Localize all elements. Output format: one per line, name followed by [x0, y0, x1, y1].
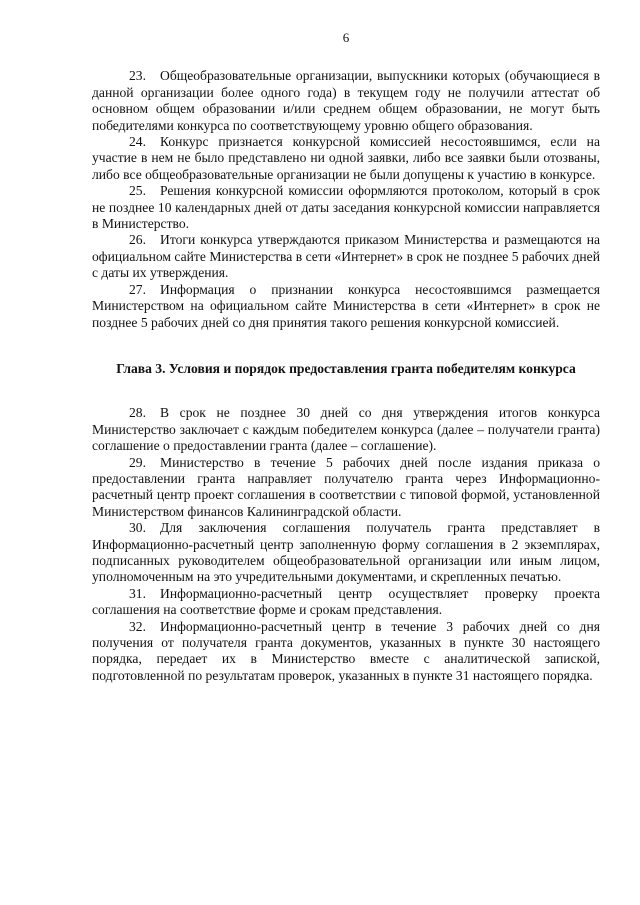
- paragraph-number: 26.: [129, 232, 146, 248]
- paragraph-text: Решения конкурсной комиссии оформляются протоколом, который в срок не позднее 10 календарных дней от даты заседания конкурсной комиссии направляется в Министерство.: [92, 183, 600, 232]
- paragraph-27: [92, 282, 600, 331]
- paragraph-23: [92, 68, 600, 134]
- paragraph-text: Информационно-расчетный центр в течение 3 рабочих дней со дня получения от получателя гранта документов, указанных в пункте 30 настоящего порядка, передает их в Министерство вместе с аналитической запиской, подготовленной по результатам проверок, указанных в пункте 31 настоящего порядка.: [92, 618, 600, 683]
- paragraph-number: 25.: [129, 183, 146, 199]
- paragraph-text: В срок не позднее 30 дней со дня утверждения итогов конкурса Министерство заключает с каждым победителем конкурса (далее – получатели гранта) соглашение о предоставлении гранта (далее – соглашение).: [92, 405, 600, 454]
- paragraph-number: 24.: [129, 134, 146, 150]
- paragraph-text: Информация о признании конкурса несостоявшимся размещается Министерством на официальном сайте Министерства в сети «Интернет» в срок не позднее 5 рабочих дней со дня принятия такого решения конкурсной комиссией.: [92, 281, 600, 330]
- paragraph-30: [92, 520, 600, 586]
- paragraph-text: Информационно-расчетный центр осуществляет проверку проекта соглашения на соответствие форме и срокам представления.: [92, 585, 600, 618]
- paragraph-29: [92, 455, 600, 521]
- page-number: 6: [342, 30, 350, 45]
- paragraph-32: [92, 619, 600, 685]
- paragraph-number: 31.: [129, 585, 146, 601]
- section-after: [92, 405, 600, 684]
- paragraph-31: [92, 586, 600, 619]
- chapter-title: Глава 3. Условия и порядок предоставления гранта победителям конкурса: [116, 360, 576, 376]
- paragraph-number: 30.: [129, 520, 146, 536]
- paragraph-24: [92, 134, 600, 183]
- paragraph-text: Итоги конкурса утверждаются приказом Министерства и размещаются на официальном сайте Министерства в сети «Интернет» в срок не позднее 5 рабочих дней с даты их утверждения.: [92, 232, 600, 281]
- paragraph-text: Министерство в течение 5 рабочих дней после издания приказа о предоставлении гранта направляет получателю гранта через Информационно-расчетный центр проект соглашения в соответствии с типовой формой, установленной Министерством финансов Калининградской области.: [92, 454, 600, 519]
- paragraph-text: Общеобразовательные организации, выпускники которых (обучающиеся в данной организации более одного года) в текущем году не получили аттестат об основном общем образовании и/или среднем общем образовании, не могут быть победителями конкурса по соответствующему уровню общего образования.: [92, 68, 600, 133]
- section-before: [92, 68, 600, 331]
- paragraph-text: Для заключения соглашения получатель гранта представляет в Информационно-расчетный центр заполненную форму соглашения в 2 экземплярах, подписанных руководителем общеобразовательной организации или иным лицом, уполномоченным на это учредительными документами, и скрепленных печатью.: [92, 520, 600, 585]
- paragraph-text: Конкурс признается конкурсной комиссией несостоявшимся, если на участие в нем не было представлено ни одной заявки, либо все заявки были отозваны, либо все общеобразовательные организации не были допущены к участию в конкурсе.: [92, 134, 600, 182]
- paragraph-25: [92, 183, 600, 232]
- paragraph-number: 29.: [129, 454, 146, 470]
- paragraph-28: [92, 405, 600, 454]
- paragraph-number: 28.: [129, 405, 146, 421]
- paragraph-26: [92, 232, 600, 281]
- paragraph-number: 23.: [129, 68, 146, 84]
- document-page: [92, 30, 600, 684]
- paragraph-number: 32.: [129, 618, 146, 634]
- paragraph-number: 27.: [129, 281, 146, 297]
